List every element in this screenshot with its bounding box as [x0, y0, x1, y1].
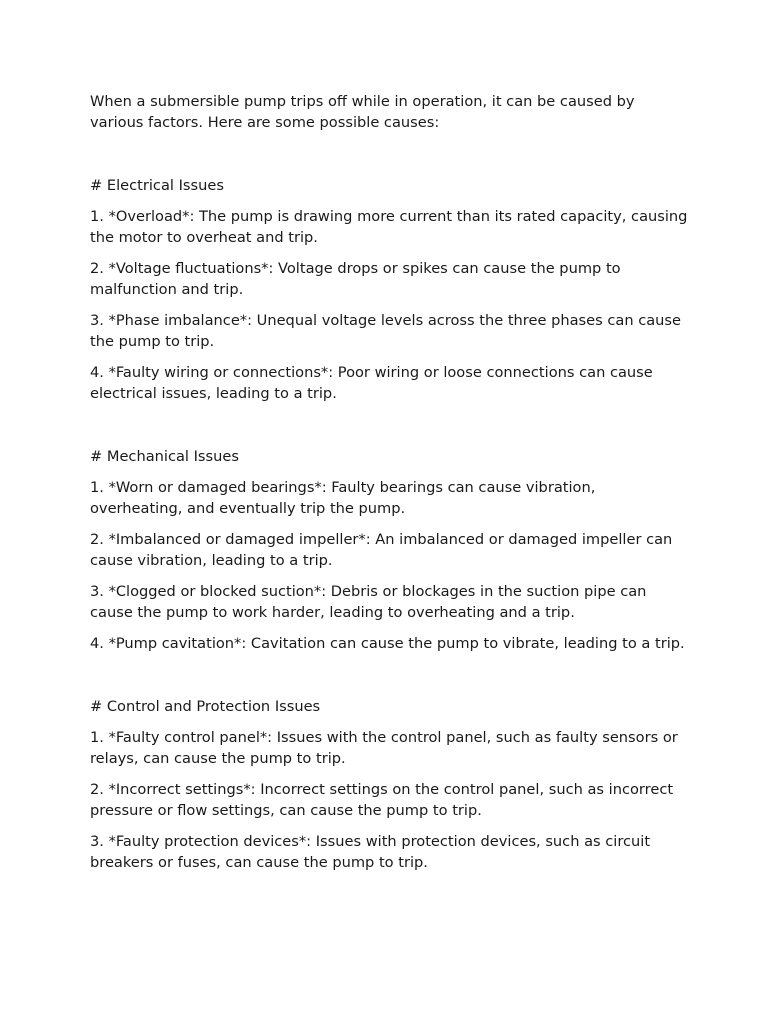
section-heading: # Electrical Issues	[90, 177, 224, 194]
list-item: 2. *Incorrect settings*: Incorrect settings on the control panel, such as incorrect pressure or flow settings, can cause the pump to trip.	[90, 781, 674, 819]
list-item: 2. *Imbalanced or damaged impeller*: An imbalanced or damaged impeller can cause vibration, leading to a trip.	[90, 531, 673, 569]
list-item: 1. *Worn or damaged bearings*: Faulty bearings can cause vibration, overheating, and eventually trip the pump.	[90, 479, 596, 517]
list-item: 3. *Clogged or blocked suction*: Debris or blockages in the suction pipe can cause the pump to work harder, leading to overheating and a trip.	[90, 583, 647, 621]
list-item: 1. *Faulty control panel*: Issues with the control panel, such as faulty sensors or relays, can cause the pump to trip.	[90, 729, 678, 767]
document-page	[90, 91, 690, 873]
section-electrical-issues	[90, 175, 690, 404]
list-item: 1. *Overload*: The pump is drawing more current than its rated capacity, causing the motor to overheat and trip.	[90, 208, 688, 246]
list-item: 2. *Voltage fluctuations*: Voltage drops or spikes can cause the pump to malfunction and trip.	[90, 260, 621, 298]
list-item: 3. *Phase imbalance*: Unequal voltage levels across the three phases can cause the pump to trip.	[90, 312, 682, 350]
section-heading: # Control and Protection Issues	[90, 698, 321, 715]
section-control-protection-issues	[90, 696, 690, 873]
section-heading: # Mechanical Issues	[90, 448, 239, 465]
intro-paragraph: When a submersible pump trips off while in operation, it can be caused by various factors. Here are some possible causes:	[90, 93, 635, 131]
section-mechanical-issues	[90, 446, 690, 654]
list-item: 3. *Faulty protection devices*: Issues with protection devices, such as circuit breakers or fuses, can cause the pump to trip.	[90, 833, 651, 871]
list-item: 4. *Faulty wiring or connections*: Poor wiring or loose connections can cause electrical issues, leading to a trip.	[90, 364, 653, 402]
list-item: 4. *Pump cavitation*: Cavitation can cause the pump to vibrate, leading to a trip.	[90, 635, 685, 652]
